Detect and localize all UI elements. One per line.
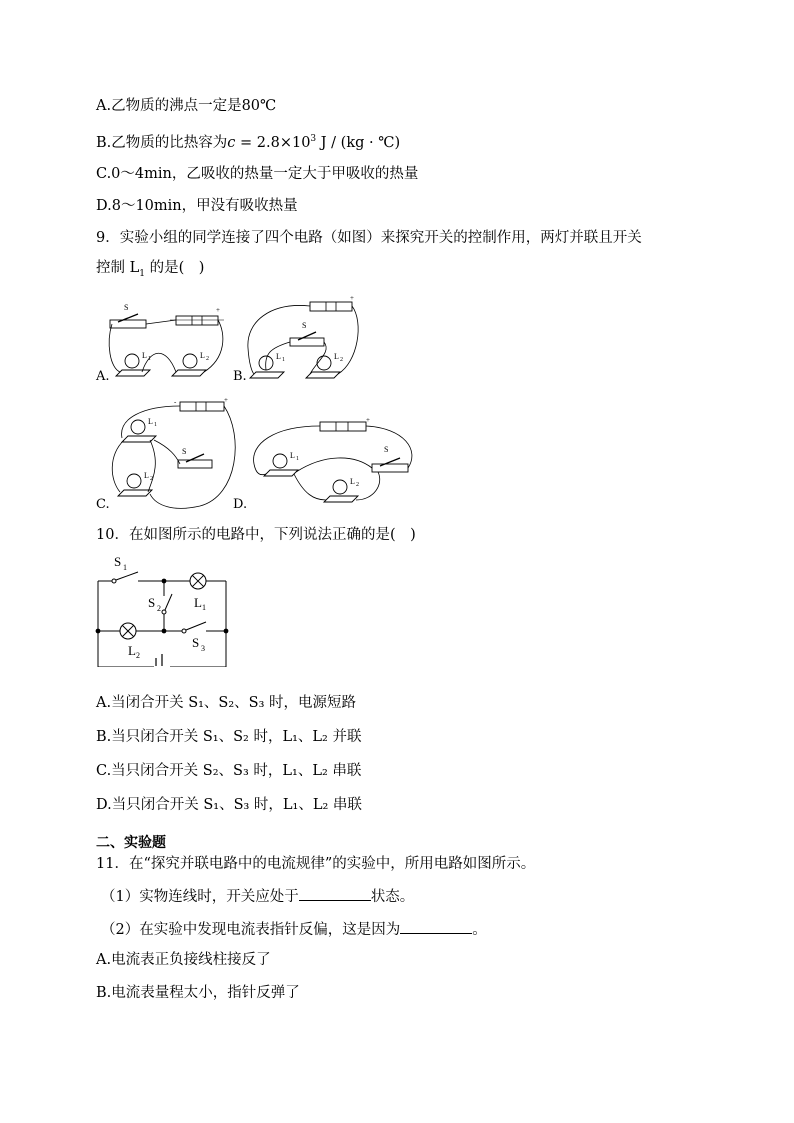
switch-label: S (384, 445, 389, 454)
switch-label-sub: 3 (201, 644, 205, 653)
plus-sign: + (350, 294, 354, 302)
switch-label: S (114, 554, 122, 569)
q10-option-c: C.当只闭合开关 S₂、S₃ 时，L₁、L₂ 串联 (96, 763, 362, 779)
q10-stem: 10．在如图所示的电路中，下列说法正确的是( ) (96, 527, 416, 543)
formula-unit: J / (kg · ℃) (316, 134, 401, 151)
lamp-label-sub: 2 (136, 651, 140, 660)
formula-exp: 3 (310, 134, 317, 144)
battery-a (170, 306, 224, 325)
lamp-label: L (276, 352, 281, 361)
switch-label-sub: 2 (157, 604, 161, 613)
switch-d (372, 445, 408, 472)
formula-c: c (227, 134, 236, 151)
lamp-label-sub: 1 (296, 456, 299, 462)
q11-sub1-suffix: 状态。 (370, 889, 415, 905)
lamp-label: L (350, 477, 355, 486)
plus-sign: + (366, 416, 370, 424)
lamp-label: L (194, 595, 202, 610)
switch-label: S (192, 635, 200, 650)
lamp-label-sub: 2 (340, 357, 343, 363)
switch-s1 (112, 554, 138, 583)
q10-option-d: D.当只闭合开关 S₁、S₃ 时，L₁、L₂ 串联 (96, 797, 362, 813)
junction-dots (96, 579, 229, 634)
lamp-label: L (334, 352, 339, 361)
plus-sign: + (216, 306, 220, 314)
minus-sign: - (174, 398, 177, 406)
q8-option-c: C.0～4min，乙吸收的热量一定大于甲吸收的热量 (96, 166, 419, 182)
answer-blank[interactable] (400, 919, 472, 934)
circuit-figure-a (104, 298, 228, 384)
q11-option-b: B.电流表量程太小，指针反弹了 (96, 985, 300, 1001)
lamp-label-sub: 2 (150, 476, 153, 482)
q9-stem-prefix: 控制 L (96, 260, 140, 276)
formula-eq: = 2.8×10 (235, 134, 311, 151)
switch-label: S (302, 321, 307, 330)
q9-stem-line1: 9．实验小组的同学连接了四个电路（如图）来探究开关的控制作用，两灯并联且开关 (96, 230, 642, 246)
lamp-label-sub: 1 (282, 357, 285, 363)
q10-option-a: A.当闭合开关 S₁、S₂、S₃ 时，电源短路 (96, 695, 357, 711)
fig-d-label: D. (233, 497, 248, 512)
lamp-label-sub: 1 (148, 356, 151, 362)
plus-sign: + (224, 396, 228, 404)
q10-option-b: B.当只闭合开关 S₁、S₂ 时，L₁、L₂ 并联 (96, 729, 362, 745)
fig-c-label: C. (96, 497, 110, 512)
lamp-l2 (120, 623, 140, 660)
circuit-figure-d (244, 414, 422, 514)
fig-a-label: A. (96, 369, 110, 384)
lamp-label-sub: 2 (356, 482, 359, 488)
lamp-label: L (148, 417, 153, 426)
lamp-label: L (144, 471, 149, 480)
switch-label: S (148, 595, 156, 610)
switch-label: S (124, 303, 129, 312)
q11-sub2-prefix: （2）在实验中发现电流表指针反偏，这是因为 (101, 922, 401, 938)
lamp-l1 (190, 573, 206, 612)
switch-a (110, 303, 146, 328)
q11-stem: 11．在“探究并联电路中的电流规律”的实验中，所用电路如图所示。 (96, 856, 536, 872)
q9-stem-suffix: 的是( ) (144, 260, 205, 276)
battery-c (174, 396, 228, 411)
lamp-label: L (200, 351, 205, 360)
switch-s3 (182, 622, 206, 653)
q11-sub2-suffix: 。 (472, 922, 487, 938)
q9-stem-line2 (96, 258, 204, 284)
switch-label: S (182, 447, 187, 456)
q10-circuit-diagram (92, 552, 242, 667)
fig-b-label: B. (233, 369, 247, 384)
lamp-l1-d (264, 451, 299, 476)
q8-option-d: D.8～10min，甲没有吸收热量 (96, 198, 298, 214)
answer-blank[interactable] (299, 886, 371, 901)
lamp-l2-c (118, 471, 153, 496)
lamp-label: L (128, 643, 136, 658)
q8-option-a: A.乙物质的沸点一定是80℃ (96, 98, 277, 114)
q11-sub1-prefix: （1）实物连线时，开关应处于 (101, 889, 299, 905)
q11-sub2 (101, 919, 487, 940)
lamp-l2-a (172, 351, 209, 376)
lamp-label: L (142, 351, 147, 360)
q8-option-b (96, 129, 400, 153)
q9-stem-sub: 1 (139, 268, 145, 279)
circuit-figure-c (104, 396, 240, 514)
battery-d (320, 416, 370, 431)
q11-option-a: A.电流表正负接线柱接反了 (96, 952, 271, 968)
lamp-label-sub: 1 (202, 603, 206, 612)
lamp-l2-b (306, 352, 343, 378)
q8-option-b-prefix: B.乙物质的比热容为 (96, 134, 228, 151)
lamp-l2-d (324, 477, 359, 502)
lamp-label: L (290, 451, 295, 460)
section-heading: 二、实验题 (96, 835, 166, 851)
switch-s2 (148, 594, 172, 614)
switch-c (178, 447, 212, 468)
battery-symbol (156, 654, 162, 666)
q11-sub1 (101, 886, 414, 907)
switch-b (290, 321, 324, 346)
switch-label-sub: 1 (123, 563, 127, 572)
lamp-label-sub: 1 (154, 422, 157, 428)
battery-b (310, 294, 354, 311)
lamp-label-sub: 2 (206, 356, 209, 362)
circuit-figure-b (240, 292, 364, 384)
